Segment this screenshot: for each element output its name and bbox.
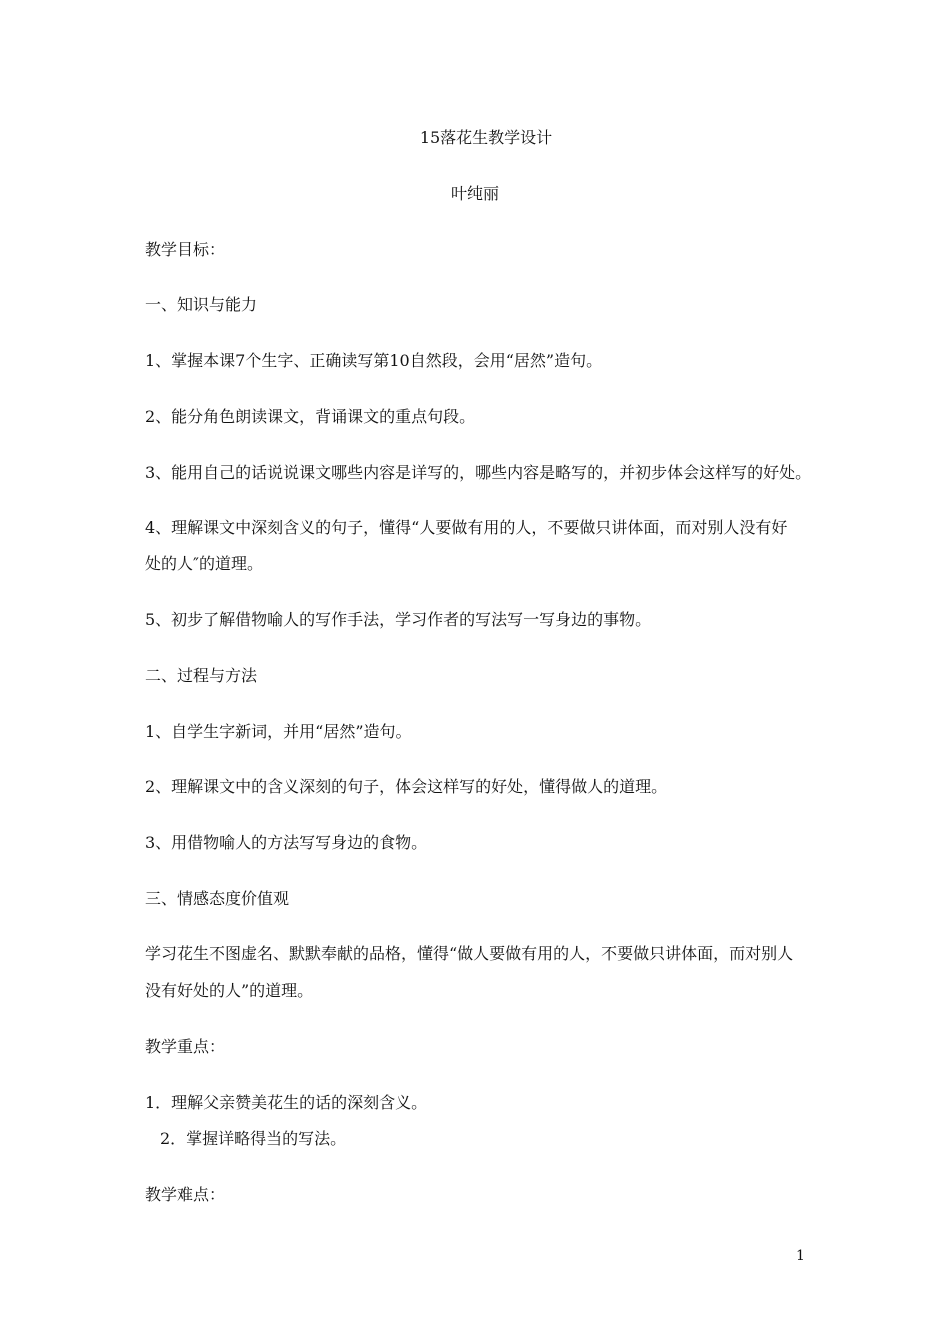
- paragraph-line: 2、能分角色朗读课文，背诵课文的重点句段。: [145, 407, 476, 426]
- paragraph-line: 处的人″的道理。: [145, 554, 263, 573]
- document-author: 叶纯丽: [450, 184, 499, 203]
- document-title: 15落花生教学设计: [419, 128, 553, 147]
- paragraph-line: 学习花生不图虚名、默默奉献的品格，懂得“做人要做有用的人，不要做只讲体面，而对别人: [145, 944, 794, 963]
- paragraph-line: 1、掌握本课7个生字、正确读写第10自然段，会用“居然”造句。: [145, 351, 603, 370]
- subsection-heading: 三、情感态度价值观: [145, 889, 290, 908]
- section-heading-difficulties: 教学难点：: [145, 1185, 226, 1204]
- paragraph-line: 1、自学生字新词，并用“居然”造句。: [145, 722, 412, 741]
- section-heading-objectives: 教学目标：: [145, 240, 226, 259]
- subsection-heading: 二、过程与方法: [145, 666, 258, 685]
- paragraph-line: 2、理解课文中的含义深刻的句子，体会这样写的好处，懂得做人的道理。: [145, 777, 668, 796]
- paragraph-line: 1．理解父亲赞美花生的话的深刻含义。: [145, 1093, 428, 1112]
- paragraph-line: 5、初步了解借物喻人的写作手法，学习作者的写法写一写身边的事物。: [145, 610, 652, 629]
- paragraph-line: 没有好处的人”的道理。: [145, 981, 314, 1000]
- paragraph-line: 3、能用自己的话说说课文哪些内容是详写的，哪些内容是略写的，并初步体会这样写的好处。: [145, 463, 812, 482]
- paragraph-line: 4、理解课文中深刻含义的句子，懂得“人要做有用的人，不要做只讲体面，而对别人没有好: [145, 518, 788, 537]
- page-number: 1: [796, 1248, 805, 1264]
- subsection-heading: 一、知识与能力: [145, 295, 258, 314]
- section-heading-key-points: 教学重点：: [145, 1037, 226, 1056]
- paragraph-line: 3、用借物喻人的方法写写身边的食物。: [145, 833, 428, 852]
- paragraph-line: 2．掌握详略得当的写法。: [160, 1129, 347, 1148]
